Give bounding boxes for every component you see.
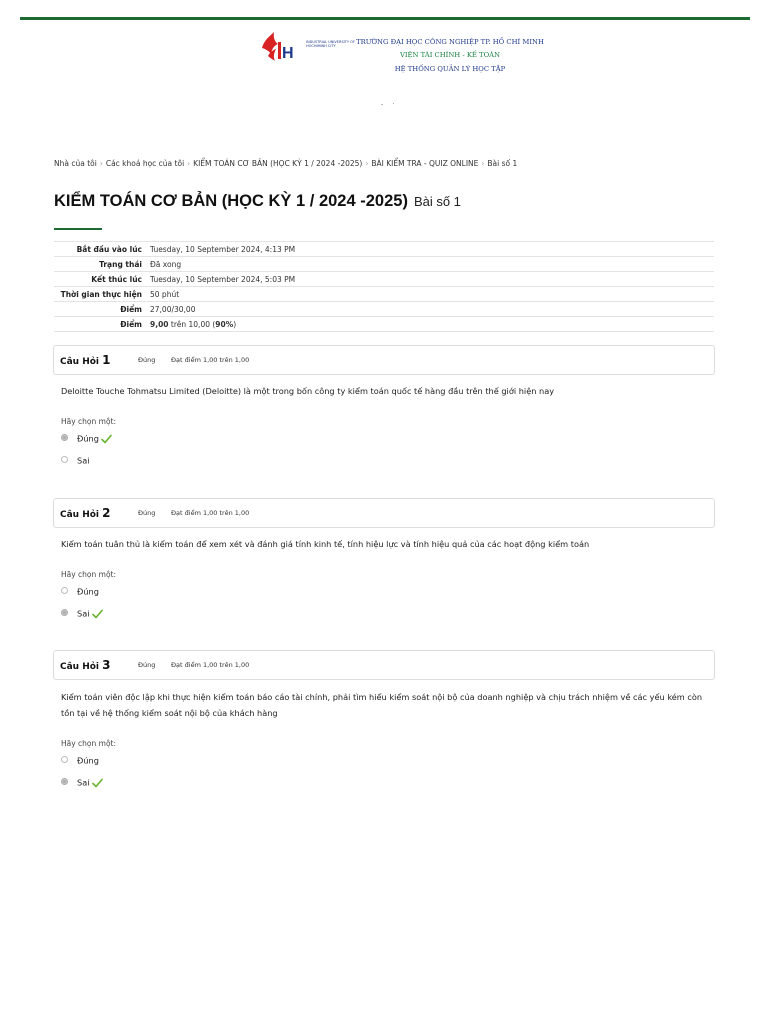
question-number: 2 <box>102 506 111 520</box>
breadcrumb-home[interactable]: Nhà của tôi <box>54 159 97 168</box>
summary-key: Thời gian thực hiện <box>54 287 146 302</box>
question-3-option-sai[interactable] <box>61 777 103 791</box>
grade-close: ) <box>233 319 237 329</box>
top-border <box>20 17 750 20</box>
question-state: Đúng <box>138 661 156 669</box>
summary-row <box>54 287 714 302</box>
loading-dots: - · <box>381 101 395 108</box>
summary-value: 50 phút <box>146 287 714 302</box>
page-title: KIỂM TOÁN CƠ BẢN (HỌC KỲ 1 / 2024 -2025) <box>54 192 408 210</box>
grade-score: 9,00 <box>150 319 169 329</box>
radio-button[interactable] <box>61 587 68 594</box>
checkmark-icon <box>92 778 103 788</box>
institution-name: TRƯỜNG ĐẠI HỌC CÔNG NGHIỆP TP. HỒ CHÍ MINH <box>356 38 544 46</box>
question-1-option-dung[interactable] <box>61 433 112 447</box>
question-mark: Đạt điểm 1,00 trên 1,00 <box>171 356 250 364</box>
question-2-text: Kiểm toán tuân thủ là kiểm toán để xem xét và đánh giá tính kinh tế, tính hiệu lực và tính hiệu quả của các hoạt động kiểm toán <box>61 539 590 549</box>
option-label: Sai <box>77 608 90 619</box>
answer-prompt: Hãy chọn một: <box>61 417 117 426</box>
question-1-header <box>53 345 715 375</box>
logo-caption: INDUSTRIAL UNIVERSITY OF HOCHIMINH CITY <box>306 40 355 48</box>
checkmark-icon <box>92 609 103 619</box>
question-word: Câu Hỏi <box>60 510 100 520</box>
summary-value: 27,00/30,00 <box>146 302 714 317</box>
breadcrumb-my-courses[interactable]: Các khoá học của tôi <box>105 159 185 168</box>
summary-row <box>54 317 714 332</box>
option-label: Sai <box>77 777 90 788</box>
option-label: Sai <box>77 455 90 466</box>
chevron-right-icon: › <box>99 159 103 168</box>
summary-value: Tuesday, 10 September 2024, 5:03 PM <box>146 272 714 287</box>
question-1-text: Deloitte Touche Tohmatsu Limited (Deloitte) là một trong bốn công ty kiểm toán quốc tế hàng đầu trên thế giới hiện nay <box>61 386 555 396</box>
summary-row <box>54 302 714 317</box>
summary-key: Trạng thái <box>54 257 146 272</box>
system-name: HỆ THỐNG QUẢN LÝ HỌC TẬP <box>394 65 506 73</box>
page-subtitle: Bài số 1 <box>413 194 461 209</box>
breadcrumb <box>54 159 517 168</box>
summary-row <box>54 272 714 287</box>
summary-key: Bắt đầu vào lúc <box>54 242 146 257</box>
chevron-right-icon: › <box>481 159 485 168</box>
question-word: Câu Hỏi <box>60 357 100 367</box>
chevron-right-icon: › <box>365 159 369 168</box>
breadcrumb-quiz-section[interactable]: BÀI KIỂM TRA - QUIZ ONLINE <box>371 159 479 168</box>
question-label <box>60 658 111 672</box>
breadcrumb-quiz[interactable]: Bài số 1 <box>487 159 518 168</box>
question-state: Đúng <box>138 356 156 364</box>
summary-row <box>54 257 714 272</box>
radio-button-selected[interactable] <box>61 778 68 785</box>
question-state: Đúng <box>138 509 156 517</box>
radio-button[interactable] <box>61 456 68 463</box>
option-label: Đúng <box>77 755 99 766</box>
radio-button-selected[interactable] <box>61 609 68 616</box>
question-3-header <box>53 650 715 680</box>
chevron-right-icon: › <box>187 159 191 168</box>
title-underline <box>54 228 102 230</box>
answer-prompt: Hãy chọn một: <box>61 739 117 748</box>
question-2-option-dung[interactable] <box>61 586 99 600</box>
option-label: Đúng <box>77 433 99 444</box>
summary-value: Tuesday, 10 September 2024, 4:13 PM <box>146 242 714 257</box>
grade-percent: 90% <box>215 319 234 329</box>
attempt-summary-table <box>54 241 714 332</box>
radio-button-selected[interactable] <box>61 434 68 441</box>
grade-value <box>146 317 714 332</box>
question-mark: Đạt điểm 1,00 trên 1,00 <box>171 509 250 517</box>
question-2-header <box>53 498 715 528</box>
summary-key: Điểm <box>54 302 146 317</box>
summary-value: Đã xong <box>146 257 714 272</box>
breadcrumb-course[interactable]: KIỂM TOÁN CƠ BẢN (HỌC KỲ 1 / 2024 -2025) <box>193 159 363 168</box>
grade-out-of: trên 10,00 ( <box>168 319 216 329</box>
page-header <box>54 191 461 211</box>
institute-name: VIỆN TÀI CHÍNH - KẾ TOÁN <box>399 51 501 59</box>
summary-key: Kết thúc lúc <box>54 272 146 287</box>
svg-text:H: H <box>282 45 294 62</box>
option-label: Đúng <box>77 586 99 597</box>
question-number: 3 <box>102 658 111 672</box>
question-label <box>60 353 111 367</box>
summary-key: Điểm <box>54 317 146 332</box>
checkmark-icon <box>101 434 112 444</box>
question-3-option-dung[interactable] <box>61 755 99 769</box>
radio-button[interactable] <box>61 756 68 763</box>
question-mark: Đạt điểm 1,00 trên 1,00 <box>171 661 250 669</box>
question-word: Câu Hỏi <box>60 662 100 672</box>
question-3-text: Kiểm toán viên độc lập khi thực hiện kiểm toán báo cáo tài chính, phải tìm hiểu kiểm soát nội bộ của doanh nghiệp và chịu trách nhiệm về các yếu kém còn tồn tại về hệ thống kiểm soát nội bộ của khách hàng <box>61 692 703 718</box>
question-label <box>60 506 111 520</box>
answer-prompt: Hãy chọn một: <box>61 570 117 579</box>
question-2-option-sai[interactable] <box>61 608 103 622</box>
question-1-option-sai[interactable] <box>61 455 90 469</box>
summary-row <box>54 242 714 257</box>
question-number: 1 <box>102 353 111 367</box>
